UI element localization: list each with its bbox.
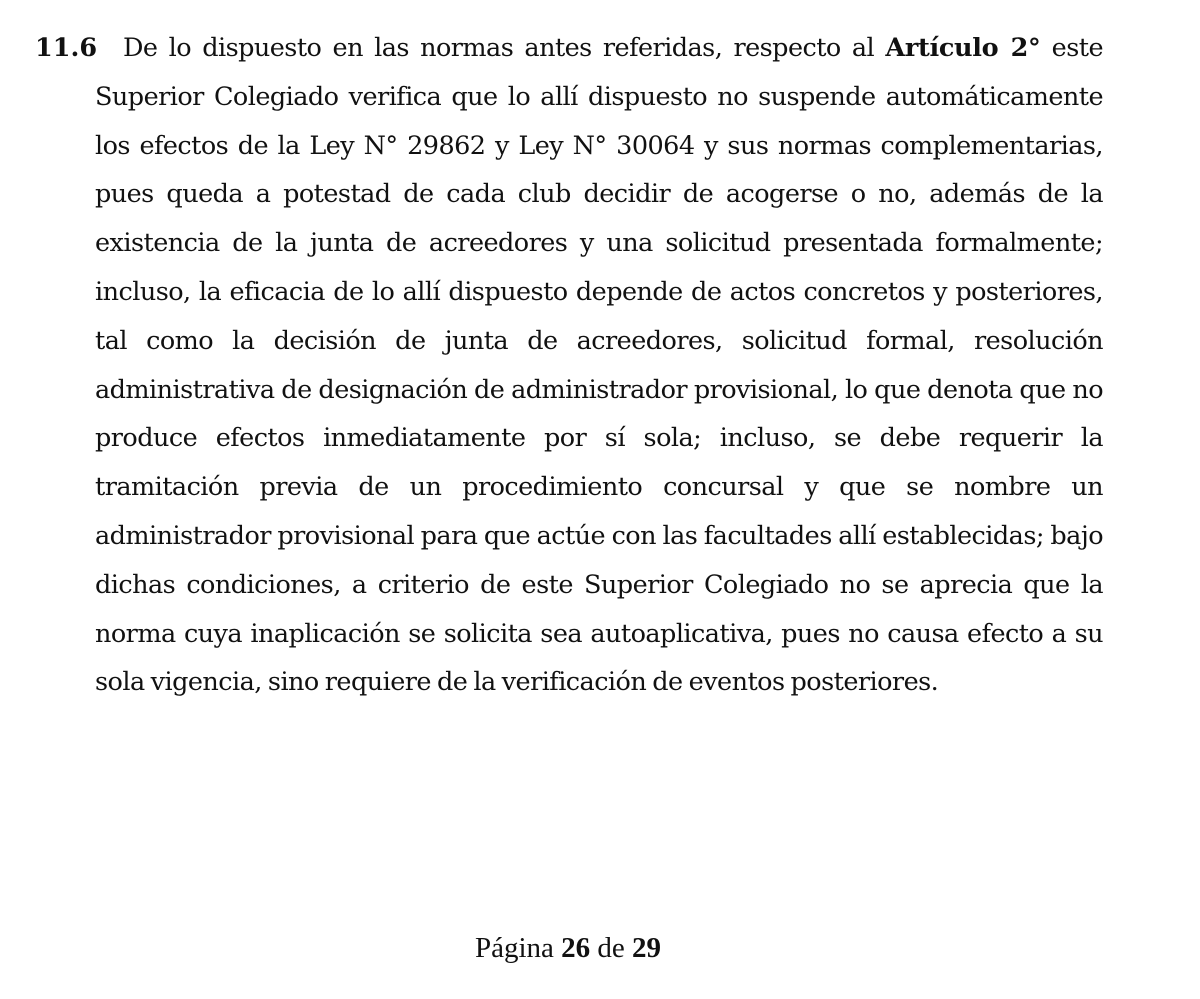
- page-separator: de: [597, 932, 625, 964]
- section-number: 11.6: [35, 33, 98, 63]
- paragraph-text-start: De lo dispuesto en las normas antes referidas, respecto al: [123, 33, 886, 63]
- page-label: Página: [474, 932, 554, 964]
- section-paragraph: [35, 24, 1103, 707]
- page-footer: [0, 928, 1136, 968]
- paragraph-text-rest: este Superior Colegiado verifica que lo allí dispuesto no suspende automáticamente los efectos de la Ley N° 29862 y Ley N° 30064 y sus normas complementarias, pues queda a potestad de cada club decidir de acogerse o no, además de la existencia de la junta de acreedores y una solicitud presentada formalmente; incluso, la eficacia de lo allí dispuesto depende de actos concretos y posteriores, tal como la decisión de junta de acreedores, solicitud formal, resolución administrativa de designación de administrador provisional, lo que denota que no produce efectos inmediatamente por sí sola; incluso, se debe requerir la tramitación previa de un procedimiento concursal y que se nombre un administrador provisional para que actúe con las facultades allí establecidas; bajo dichas condiciones, a criterio de este Superior Colegiado no se aprecia que la norma cuya inaplicación se solicita sea autoaplicativa, pues no causa efecto a su sola vigencia, sino requiere de la verificación de eventos posteriores.: [95, 33, 1103, 698]
- current-page-number: 26: [561, 932, 591, 964]
- total-pages-number: 29: [632, 932, 662, 964]
- section-11-6: [35, 24, 1103, 707]
- article-reference: Artículo 2°: [885, 33, 1041, 63]
